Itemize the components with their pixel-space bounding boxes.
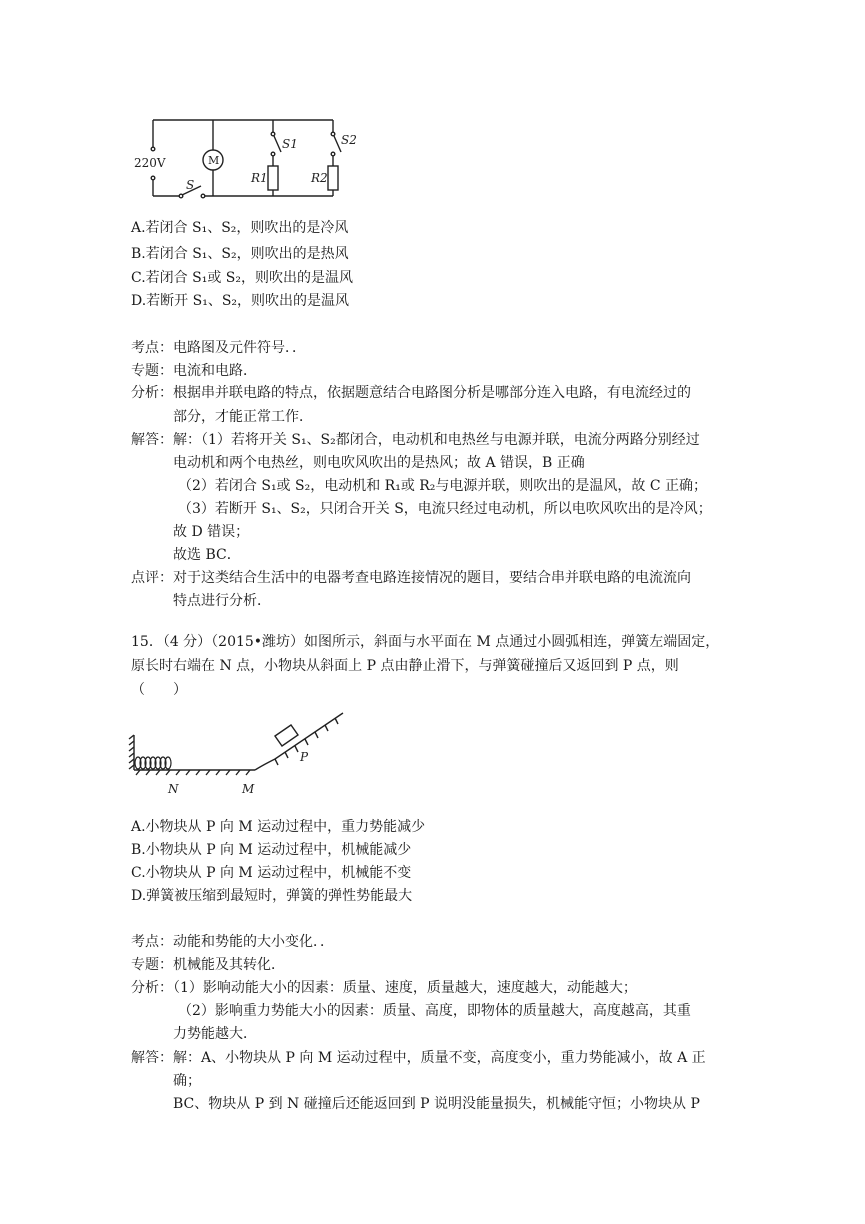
q15-jieda-3: BC、物块从 P 到 N 碰撞后还能返回到 P 说明没能量损失，机械能守恒；小物块从 P <box>173 1096 700 1112</box>
q15-stem-2: 原长时右端在 N 点，小物块从斜面上 P 点由静止滑下，与弹簧碰撞后又返回到 P 点，则 <box>131 658 679 674</box>
q14-jieda-6: 故选 BC． <box>173 547 241 563</box>
q14-option-d: D.若断开 S₁、S₂，则吹出的是温风 <box>131 293 350 309</box>
point-n-label: N <box>168 782 179 796</box>
q15-fenxi-3: 力势能越大． <box>173 1026 257 1042</box>
q14-kaodian: 考点：电路图及元件符号．． <box>131 340 306 356</box>
q15-kaodian: 考点：动能和势能的大小变化．． <box>131 934 334 950</box>
incline-spring-diagram <box>125 705 355 805</box>
q14-fenxi-cont: 部分，才能正常工作． <box>173 409 313 425</box>
switch-s-label: S <box>186 178 195 192</box>
q14-option-a: A.若闭合 S₁、S₂，则吹出的是冷风 <box>131 220 349 236</box>
q14-zhuanti: 专题：电流和电路． <box>131 363 257 379</box>
point-m-label: M <box>242 782 255 796</box>
q14-jieda-2: 电动机和两个电热丝，则电吹风吹出的是热风；故 A 错误，B 正确 <box>173 455 585 471</box>
q15-option-d: D.弹簧被压缩到最短时，弹簧的弹性势能最大 <box>131 888 413 904</box>
q14-option-c: C.若闭合 S₁或 S₂，则吹出的是温风 <box>131 270 353 286</box>
circuit-diagram <box>125 110 355 210</box>
q14-jieda-3: （2）若闭合 S₁或 S₂，电动机和 R₁或 R₂与电源并联，则吹出的是温风，故 C 正确； <box>178 478 708 494</box>
resistor-r2-label: R2 <box>311 171 328 185</box>
resistor-r1-label: R1 <box>251 171 268 185</box>
q15-jieda-2: 确； <box>173 1073 201 1089</box>
motor-label: M <box>208 154 220 167</box>
q14-jieda: 解答：解：（1）若将开关 S₁、S₂都闭合，电动机和电热丝与电源并联，电流分两路分别经过 <box>131 432 700 448</box>
q15-zhuanti: 专题：机械能及其转化． <box>131 957 285 973</box>
q15-jieda: 解答：解：A、小物块从 P 向 M 运动过程中，质量不变，高度变小，重力势能减小，故 A 正 <box>131 1050 706 1066</box>
point-p-label: P <box>300 750 309 764</box>
q14-jieda-5: 故 D 错误； <box>173 524 250 540</box>
q14-dianping-cont: 特点进行分析． <box>173 593 271 609</box>
q15-option-b: B.小物块从 P 向 M 运动过程中，机械能减少 <box>131 842 412 858</box>
q15-stem: 15．（4 分）（2015•潍坊）如图所示，斜面与水平面在 M 点通过小圆弧相连，弹簧左端固定， <box>131 634 720 650</box>
q15-fenxi: 分析：（1）影响动能大小的因素：质量、速度，质量越大，速度越大，动能越大； <box>131 980 637 996</box>
q15-fenxi-2: （2）影响重力势能大小的因素：质量、高度，即物体的质量越大，高度越高，其重 <box>178 1003 691 1019</box>
switch-s2-label: S2 <box>341 133 357 147</box>
q15-option-a: A.小物块从 P 向 M 运动过程中，重力势能减少 <box>131 819 426 835</box>
q15-stem-3: （ ） <box>131 682 187 698</box>
q14-jieda-4: （3）若断开 S₁、S₂，只闭合开关 S，电流只经过电动机，所以电吹风吹出的是冷风； <box>178 501 712 517</box>
q14-option-b: B.若闭合 S₁、S₂，则吹出的是热风 <box>131 246 349 262</box>
q15-option-c: C.小物块从 P 向 M 运动过程中，机械能不变 <box>131 865 412 881</box>
voltage-label: 220V <box>134 156 166 170</box>
q14-dianping: 点评：对于这类结合生活中的电器考查电路连接情况的题目，要结合串并联电路的电流流向 <box>131 570 691 586</box>
q14-fenxi: 分析：根据串并联电路的特点，依据题意结合电路图分析是哪部分连入电路，有电流经过的 <box>131 385 691 401</box>
switch-s1-label: S1 <box>282 137 298 151</box>
